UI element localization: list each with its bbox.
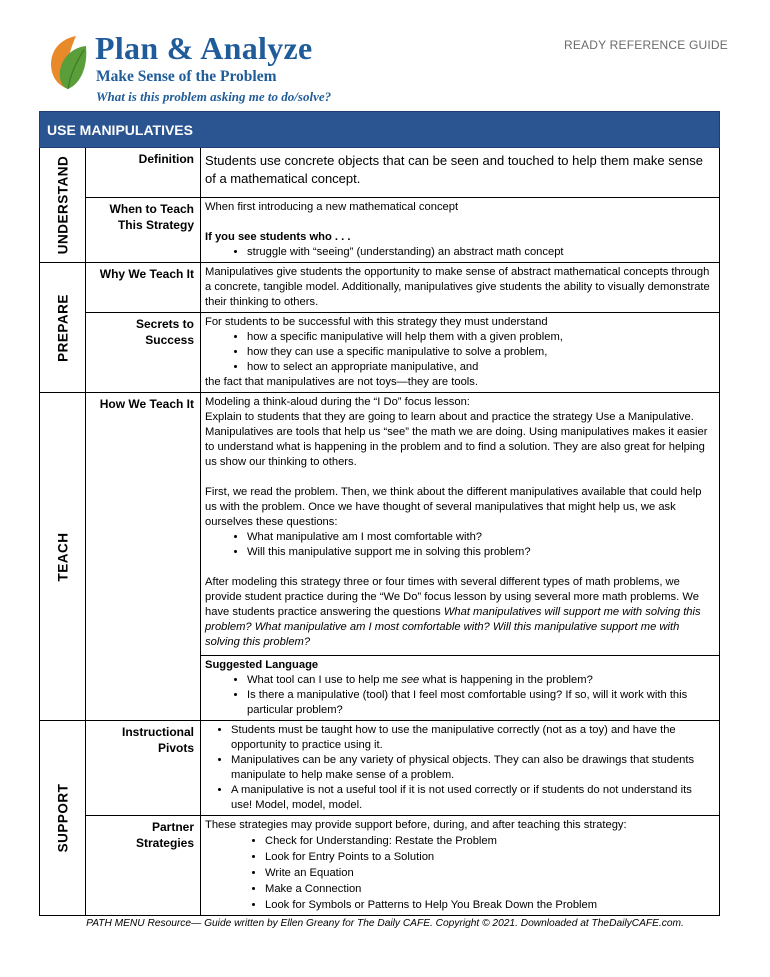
how-p1: Modeling a think-aloud during the “I Do” focus lesson:: [205, 396, 470, 408]
list-item: • Look for Symbols or Patterns to Help You Break Down the Problem: [265, 897, 715, 913]
list-item: • Look for Entry Points to a Solution: [265, 849, 715, 865]
language-1-text-end: what is happening in the problem?: [419, 674, 593, 686]
why-we-teach-text: Manipulatives give students the opportunity to make sense of abstract mathematical concepts through a concrete, tangible model. Additionally, manipulatives give students the ability to visually demonstrate their thinking to others.: [201, 263, 720, 313]
secrets-label-line2: Success: [145, 333, 194, 347]
list-item: • Is there a manipulative (tool) that I feel most comfortable using? If so, will it work with this particular problem?: [247, 688, 715, 718]
list-item: • Make a Connection: [265, 881, 715, 897]
secrets-closing: the fact that manipulatives are not toys—they are tools.: [205, 376, 478, 388]
list-item: • how they can use a specific manipulative to solve a problem,: [247, 345, 715, 360]
list-item: • A manipulative is not a useful tool if it is not used correctly or if students do not understand its use! Model, model, model.: [231, 783, 715, 813]
partner-content: [201, 816, 720, 916]
pivots-label-line2: Pivots: [157, 741, 194, 755]
how-p4-text: After modeling this strategy three or four times with several different types of math problems, we provide student practice during the “We Do” focus lesson by using several more math problems. We have students practice answering the questions: [205, 576, 699, 618]
how-p4-questions: What manipulatives will support me with solving this problem? What manipulative am I most comfortable with? Will this manipulative support me with solving this problem?: [205, 606, 701, 648]
list-item: • Students must be taught how to use the manipulative correctly (not as a toy) and have the opportunity to practice using it.: [231, 723, 715, 753]
how-p3: First, we read the problem. Then, we think about the different manipulatives available that could help us with the problem. Once we have thought of several manipulatives that might help us, we ask ourselves these questions:: [205, 486, 702, 528]
language-1-emphasis: see: [401, 674, 420, 686]
how-p2: Explain to students that they are going to learn about and practice the strategy Use a Manipulative. Manipulatives are tools that help us “see” the math we are doing. Using manipulatives makes it easier to understand what is happening in the problem and to find a solution. They are also great for helping us show our thinking to others.: [205, 411, 708, 468]
pivots-label: [86, 721, 201, 816]
definition-label: Definition: [86, 148, 201, 198]
secrets-content: [201, 313, 720, 393]
section-support: [40, 721, 86, 916]
section-label-understand: UNDERSTAND: [55, 155, 70, 255]
secrets-intro: For students to be successful with this strategy they must understand: [205, 316, 548, 328]
strategy-banner: USE MANIPULATIVES: [40, 112, 720, 148]
section-label-support: SUPPORT: [55, 783, 70, 853]
page-footer: PATH MENU Resource— Guide written by Ellen Greany for The Daily CAFE. Copyright © 2021. Downloaded at TheDailyCAFE.com.: [86, 918, 684, 929]
partner-intro: These strategies may provide support before, during, and after teaching this strategy:: [205, 819, 627, 831]
list-item: • struggle with “seeing” (understanding) an abstract math concept: [247, 245, 715, 260]
when-to-teach-label: When to Teach This Strategy: [86, 198, 201, 263]
list-item: • Check for Understanding: Restate the Problem: [265, 833, 715, 849]
section-label-prepare: PREPARE: [55, 293, 70, 362]
page-header: [0, 0, 770, 110]
list-item: • What manipulative am I most comfortable with?: [247, 530, 715, 545]
pivots-content: [201, 721, 720, 816]
list-item: [247, 673, 715, 688]
section-label-teach: TEACH: [55, 532, 70, 581]
list-item: • Will this manipulative support me in solving this problem?: [247, 545, 715, 560]
leaf-logo-icon: [46, 34, 88, 90]
partner-label-line2: Strategies: [135, 836, 194, 850]
section-prepare: [40, 263, 86, 393]
pivots-label-line1: Instructional: [121, 725, 194, 739]
secrets-label: [86, 313, 201, 393]
suggested-language-heading: Suggested Language: [205, 659, 319, 671]
secrets-label-line1: Secrets to: [135, 317, 194, 331]
ready-reference-label: READY REFERENCE GUIDE: [563, 38, 728, 52]
when-to-teach-text: When first introducing a new mathematical concept: [205, 201, 459, 213]
list-item: • how a specific manipulative will help them with a given problem,: [247, 330, 715, 345]
page-title: Plan & Analyze: [95, 30, 313, 66]
why-we-teach-label: Why We Teach It: [86, 263, 201, 313]
definition-text: Students use concrete objects that can be seen and touched to help them make sense of a mathematical concept.: [201, 148, 720, 198]
when-to-teach-content: [201, 198, 720, 263]
how-p4: [205, 575, 715, 650]
strategy-table: [39, 111, 720, 916]
page-tagline: What is this problem asking me to do/solve?: [96, 89, 332, 104]
if-you-see-heading: If you see students who . . .: [205, 231, 351, 243]
list-item: • how to select an appropriate manipulative, and: [247, 360, 715, 375]
section-teach: [40, 393, 86, 721]
section-understand: [40, 148, 86, 263]
how-we-teach-label: How We Teach It: [86, 393, 201, 721]
how-we-teach-content: [201, 393, 720, 656]
partner-label-line1: Partner: [151, 820, 194, 834]
suggested-language-content: [201, 656, 720, 721]
language-1-text: What tool can I use to help me: [247, 674, 402, 686]
list-item: • Write an Equation: [265, 865, 715, 881]
partner-label: [86, 816, 201, 916]
page-subtitle: Make Sense of the Problem: [96, 68, 277, 85]
list-item: • Manipulatives can be any variety of physical objects. They can also be drawings that students manipulate to help make sense of a problem.: [231, 753, 715, 783]
